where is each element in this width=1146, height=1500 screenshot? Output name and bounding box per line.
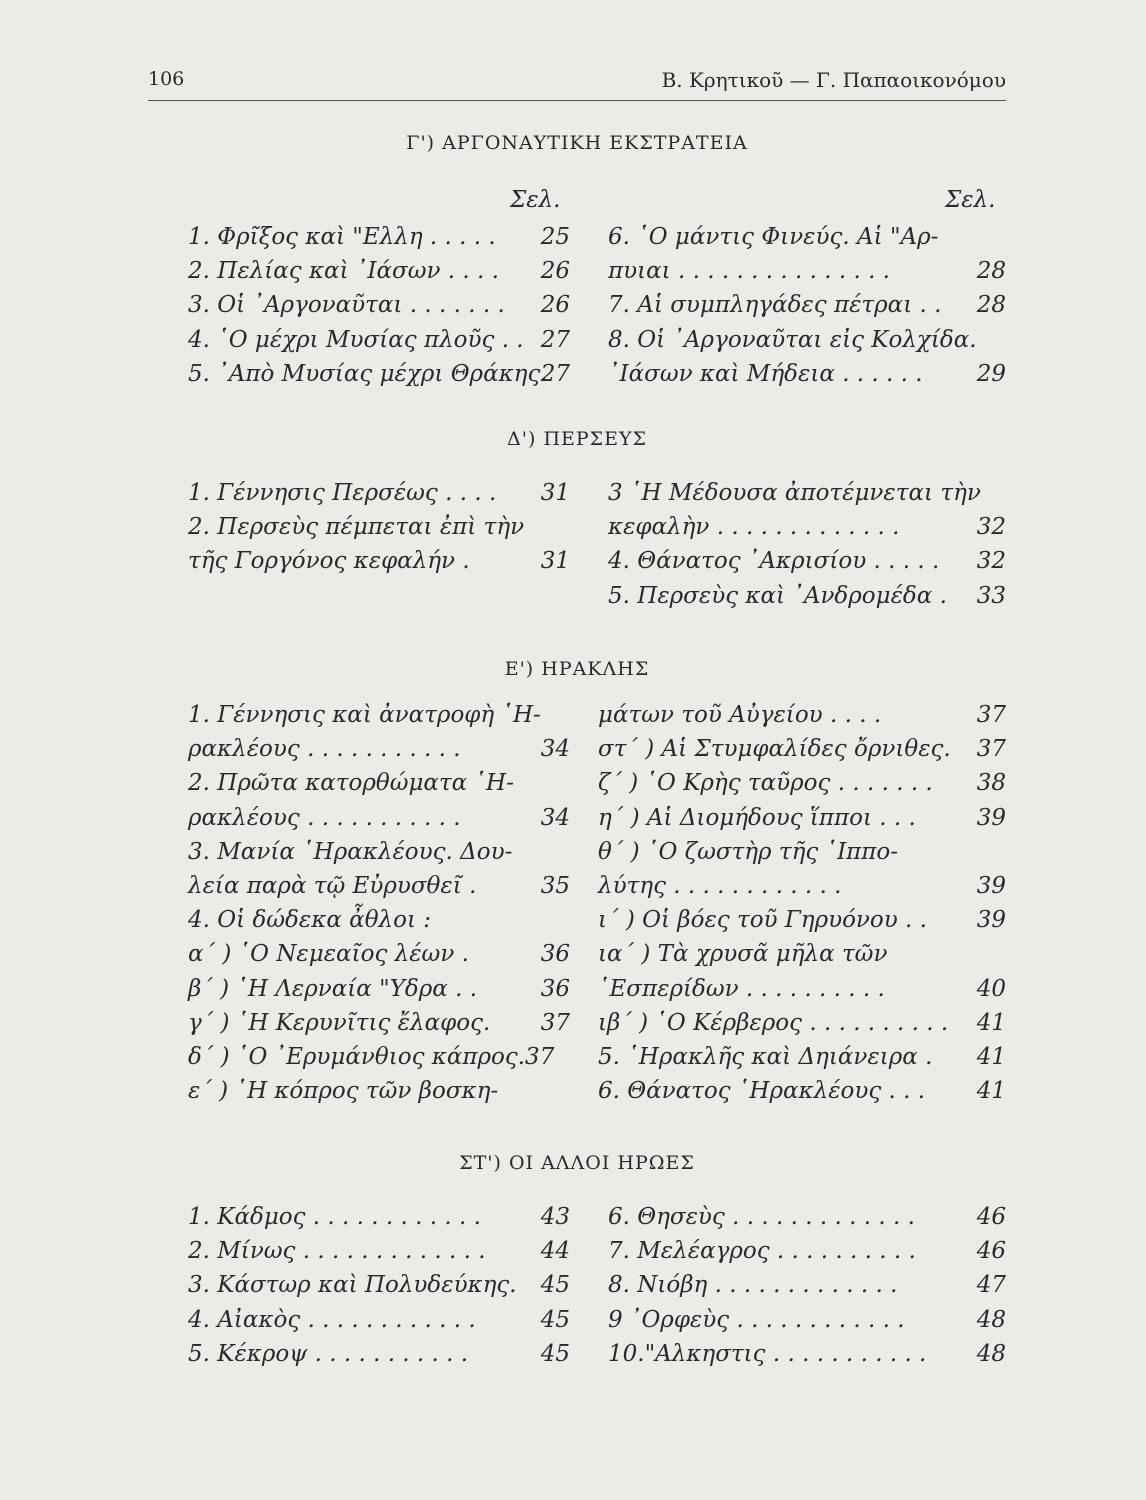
toc-entry-page: 40 (976, 975, 1006, 1002)
toc-entry-page: 45 (540, 1272, 570, 1299)
toc-entry (188, 873, 570, 903)
toc-entry (188, 1044, 570, 1074)
toc-entry-title: ε΄ ) ῾Η κόπρος τῶν βοσκη- (188, 1078, 499, 1105)
toc-entry (188, 770, 570, 800)
toc-entry-title: 5. ῾Ηρακλῆς καὶ Δηιάνειρα . (598, 1044, 933, 1070)
toc-entry-page: 36 (540, 975, 570, 1002)
toc-entry (608, 514, 1006, 544)
toc-entry (598, 805, 1006, 835)
toc-entry-page: 41 (976, 1009, 1006, 1036)
toc-entry-title: 9 ᾿Ορφεὺς . . . . . . . . . . . . (608, 1306, 905, 1333)
toc-entry (608, 258, 1006, 288)
toc-entry-page: 26 (540, 292, 570, 319)
toc-entry (598, 770, 1006, 800)
toc-entry (598, 907, 1006, 937)
toc-entry (598, 1044, 1006, 1074)
toc-entry-title: 1. Φρῖξος καὶ "Ελλη . . . . . (188, 224, 496, 250)
toc-entry-page: 41 (976, 1044, 1006, 1070)
toc-entry-page: 47 (976, 1272, 1006, 1299)
toc-entry-title: θ΄ ) ῾Ο ζωστὴρ τῆς ῾Ιππο- (598, 838, 898, 865)
toc-entry-page: 46 (976, 1204, 1006, 1230)
toc-entry (608, 1307, 1006, 1337)
toc-entry-title: ια΄ ) Τὰ χρυσᾶ μῆλα τῶν (598, 941, 888, 968)
section-title-argonauts: Γ') ΑΡΓΟΝΑΥΤΙΚΗ ΕΚΣΤΡΑΤΕΙΑ (406, 132, 748, 154)
toc-entry-page: 36 (540, 941, 570, 968)
toc-entry (608, 1238, 1006, 1268)
toc-entry-page: 37 (976, 736, 1006, 763)
toc-entry-page: 37 (540, 1009, 570, 1036)
toc-entry-page: 45 (540, 1306, 570, 1333)
toc-entry-title: ῾Εσπερίδων . . . . . . . . . . (598, 975, 885, 1002)
toc-entry-title: 1. Κάδμος . . . . . . . . . . . . (188, 1204, 481, 1230)
toc-entry (188, 1010, 570, 1040)
toc-entry-page: 43 (540, 1204, 570, 1230)
toc-entry (608, 327, 1006, 357)
toc-entry (188, 327, 570, 357)
toc-entry-page: 46 (976, 1238, 1006, 1265)
toc-entry (598, 873, 1006, 903)
toc-entry (598, 702, 1006, 732)
toc-entry-page: 39 (976, 907, 1006, 934)
toc-entry-title: 2. Περσεὺς πέμπεται ἐπὶ τὴν (188, 514, 525, 541)
toc-entry (188, 480, 570, 510)
toc-entry-title: 5. Κέκροψ . . . . . . . . . . . (188, 1340, 469, 1367)
toc-entry-title: ρακλέους . . . . . . . . . . . (188, 736, 461, 763)
toc-entry-title: 4. Θάνατος ᾿Ακρισίου . . . . . (608, 548, 940, 575)
toc-entry (598, 736, 1006, 766)
toc-entry (188, 224, 570, 254)
toc-entry-page: 32 (976, 514, 1006, 541)
toc-entry-title: ι΄ ) Οἱ βόες τοῦ Γηρυόνου . . (598, 907, 927, 934)
toc-entry (188, 258, 570, 288)
toc-entry-title: 3. Οἱ ᾿Αργοναῦται . . . . . . . (188, 292, 505, 319)
toc-entry-page: 48 (976, 1306, 1006, 1333)
toc-entry-page: 25 (540, 224, 570, 250)
toc-entry (608, 361, 1006, 391)
toc-entry (608, 480, 1006, 510)
toc-entry-title: στ΄ ) Αἱ Στυμφαλίδες ὄρνιθες. (598, 736, 951, 763)
toc-entry-page: 33 (976, 582, 1006, 609)
toc-entry-title: 3. Κάστωρ καὶ Πολυδεύκης. (188, 1272, 517, 1299)
toc-entry-title: 4. ῾Ο μέχρι Μυσίας πλοῦς . . (188, 326, 524, 353)
toc-entry-page: 27 (540, 326, 570, 353)
toc-entry-page: 39 (976, 873, 1006, 899)
toc-entry (188, 805, 570, 835)
toc-entry-title: β΄ ) ῾Η Λερναία "Υδρα . . (188, 975, 478, 1002)
toc-entry-page: 31 (540, 480, 570, 506)
toc-entry (188, 1272, 570, 1302)
toc-entry (608, 224, 1006, 254)
toc-entry (608, 1341, 1006, 1371)
toc-entry-title: 5. ᾿Απὸ Μυσίας μέχρι Θράκης. (188, 360, 548, 387)
toc-entry (598, 976, 1006, 1006)
toc-entry (188, 839, 570, 869)
toc-entry (608, 1204, 1006, 1234)
toc-entry (188, 976, 570, 1006)
toc-entry-title: 5. Περσεὺς καὶ ᾿Ανδρομέδα . (608, 582, 947, 609)
toc-entry (598, 839, 1006, 869)
toc-entry (188, 1307, 570, 1337)
toc-entry-title: 6. Θάνατος ῾Ηρακλέους . . . (598, 1078, 926, 1105)
toc-entry-page: 31 (540, 548, 570, 575)
toc-entry-title: 1. Γέννησις Περσέως . . . . (188, 480, 497, 506)
toc-entry-title: η΄ ) Αἱ Διομήδους ἵπποι . . . (598, 804, 916, 831)
toc-entry-title: 2. Πελίας καὶ ᾿Ιάσων . . . . (188, 258, 499, 285)
toc-entry-page: 27 (540, 360, 570, 387)
section-title-heracles: Ε') ΗΡΑΚΛΗΣ (504, 658, 650, 680)
toc-entry-title: 6. ῾Ο μάντις Φινεύς. Αἱ "Αρ- (608, 224, 939, 250)
toc-entry-page: 32 (976, 548, 1006, 575)
toc-entry (188, 941, 570, 971)
toc-entry-title: 6. Θησεὺς . . . . . . . . . . . . . (608, 1204, 915, 1230)
toc-entry-title: πυιαι . . . . . . . . . . . . . . . (608, 258, 890, 285)
toc-entry (598, 941, 1006, 971)
toc-entry-page: 28 (976, 292, 1006, 319)
toc-entry (188, 292, 570, 322)
toc-entry (188, 514, 570, 544)
toc-entry (598, 1010, 1006, 1040)
toc-entry-page: 41 (976, 1078, 1006, 1105)
toc-entry-title: 3 ῾Η Μέδουσα ἀποτέμνεται τὴν (608, 480, 981, 506)
toc-entry-title: λύτης . . . . . . . . . . . . (598, 873, 842, 899)
toc-entry-page: 29 (976, 360, 1006, 387)
toc-entry-page: 48 (976, 1340, 1006, 1367)
toc-entry-page: 28 (976, 258, 1006, 285)
toc-entry-title: ρακλέους . . . . . . . . . . . (188, 804, 461, 831)
toc-entry-title: 2. Μίνως . . . . . . . . . . . . . (188, 1238, 486, 1265)
toc-entry (188, 1078, 570, 1108)
toc-entry-title: ιβ΄ ) ῾Ο Κέρβερος . . . . . . . . . . (598, 1009, 949, 1036)
toc-entry-title: 8. Νιόβη . . . . . . . . . . . . . (608, 1272, 898, 1299)
toc-entry (188, 1238, 570, 1268)
toc-entry-title: 3. Μανία ῾Ηρακλέους. Δου- (188, 838, 513, 865)
toc-entry-title: ᾿Ιάσων καὶ Μήδεια . . . . . . (608, 360, 923, 387)
page-col-label-left: Σελ. (510, 187, 561, 213)
toc-entry-page: 34 (540, 736, 570, 763)
toc-entry (188, 907, 570, 937)
toc-entry-title: α΄ ) ῾Ο Νεμεαῖος λέων . (188, 941, 469, 968)
toc-entry (608, 292, 1006, 322)
toc-entry-title: 7. Μελέαγρος . . . . . . . . . . (608, 1238, 916, 1265)
page-col-label-right: Σελ. (945, 187, 996, 213)
toc-entry-page: 44 (540, 1238, 570, 1265)
toc-entry-title: μάτων τοῦ Αὐγείου . . . . (598, 702, 882, 728)
toc-entry-page: 45 (540, 1340, 570, 1367)
page-header (148, 68, 1006, 101)
toc-entry-page: 38 (976, 770, 1006, 797)
toc-entry (608, 583, 1006, 613)
toc-entry (188, 702, 570, 732)
toc-entry-page: 39 (976, 804, 1006, 831)
toc-entry-title: 4. Αἰακὸς . . . . . . . . . . . . (188, 1306, 476, 1333)
toc-entry-page: 26 (540, 258, 570, 285)
running-title: Β. Κρητικοῦ — Γ. Παπαοικονόμου (661, 68, 1006, 92)
toc-entry (188, 548, 570, 578)
toc-entry-page: 34 (540, 804, 570, 831)
toc-entry-title: 7. Αἱ συμπληγάδες πέτραι . . (608, 292, 942, 319)
toc-entry-title: ζ΄ ) ῾Ο Κρὴς ταῦρος . . . . . . . (598, 770, 933, 797)
toc-entry-title: δ΄ ) ῾Ο ᾿Ερυμάνθιος κάπρος.37 (188, 1044, 555, 1070)
toc-entry-title: γ΄ ) ῾Η Κερυνῖτις ἔλαφος. (188, 1009, 491, 1036)
toc-entry-page: 35 (540, 873, 570, 899)
page-number: 106 (148, 68, 185, 90)
toc-entry (608, 1272, 1006, 1302)
toc-entry-title: 1. Γέννησις καὶ ἀνατροφὴ ῾Η- (188, 702, 541, 728)
toc-entry-title: τῆς Γοργόνος κεφαλήν . (188, 548, 470, 575)
toc-entry-title: κεφαλὴν . . . . . . . . . . . . . (608, 514, 900, 541)
toc-entry (598, 1078, 1006, 1108)
toc-entry (188, 361, 570, 391)
section-title-other-heroes: ΣΤ') ΟΙ ΑΛΛΟΙ ΗΡΩΕΣ (459, 1152, 695, 1174)
toc-entry (188, 1341, 570, 1371)
toc-entry-title: 2. Πρῶτα κατορθώματα ῾Η- (188, 770, 514, 797)
toc-entry-title: 10."Αλκηστις . . . . . . . . . . . (608, 1340, 927, 1367)
toc-entry-title: 4. Οἱ δώδεκα ἆθλοι : (188, 907, 432, 934)
toc-entry (608, 548, 1006, 578)
toc-entry-title: 8. Οἱ ᾿Αργοναῦται εἰς Κολχίδα. (608, 326, 977, 353)
toc-entry-page: 37 (976, 702, 1006, 728)
section-title-perseus: Δ') ΠΕΡΣΕΥΣ (507, 428, 647, 450)
toc-entry-title: λεία παρὰ τῷ Εὐρυσθεῖ . (188, 873, 477, 899)
toc-entry (188, 1204, 570, 1234)
toc-entry (188, 736, 570, 766)
